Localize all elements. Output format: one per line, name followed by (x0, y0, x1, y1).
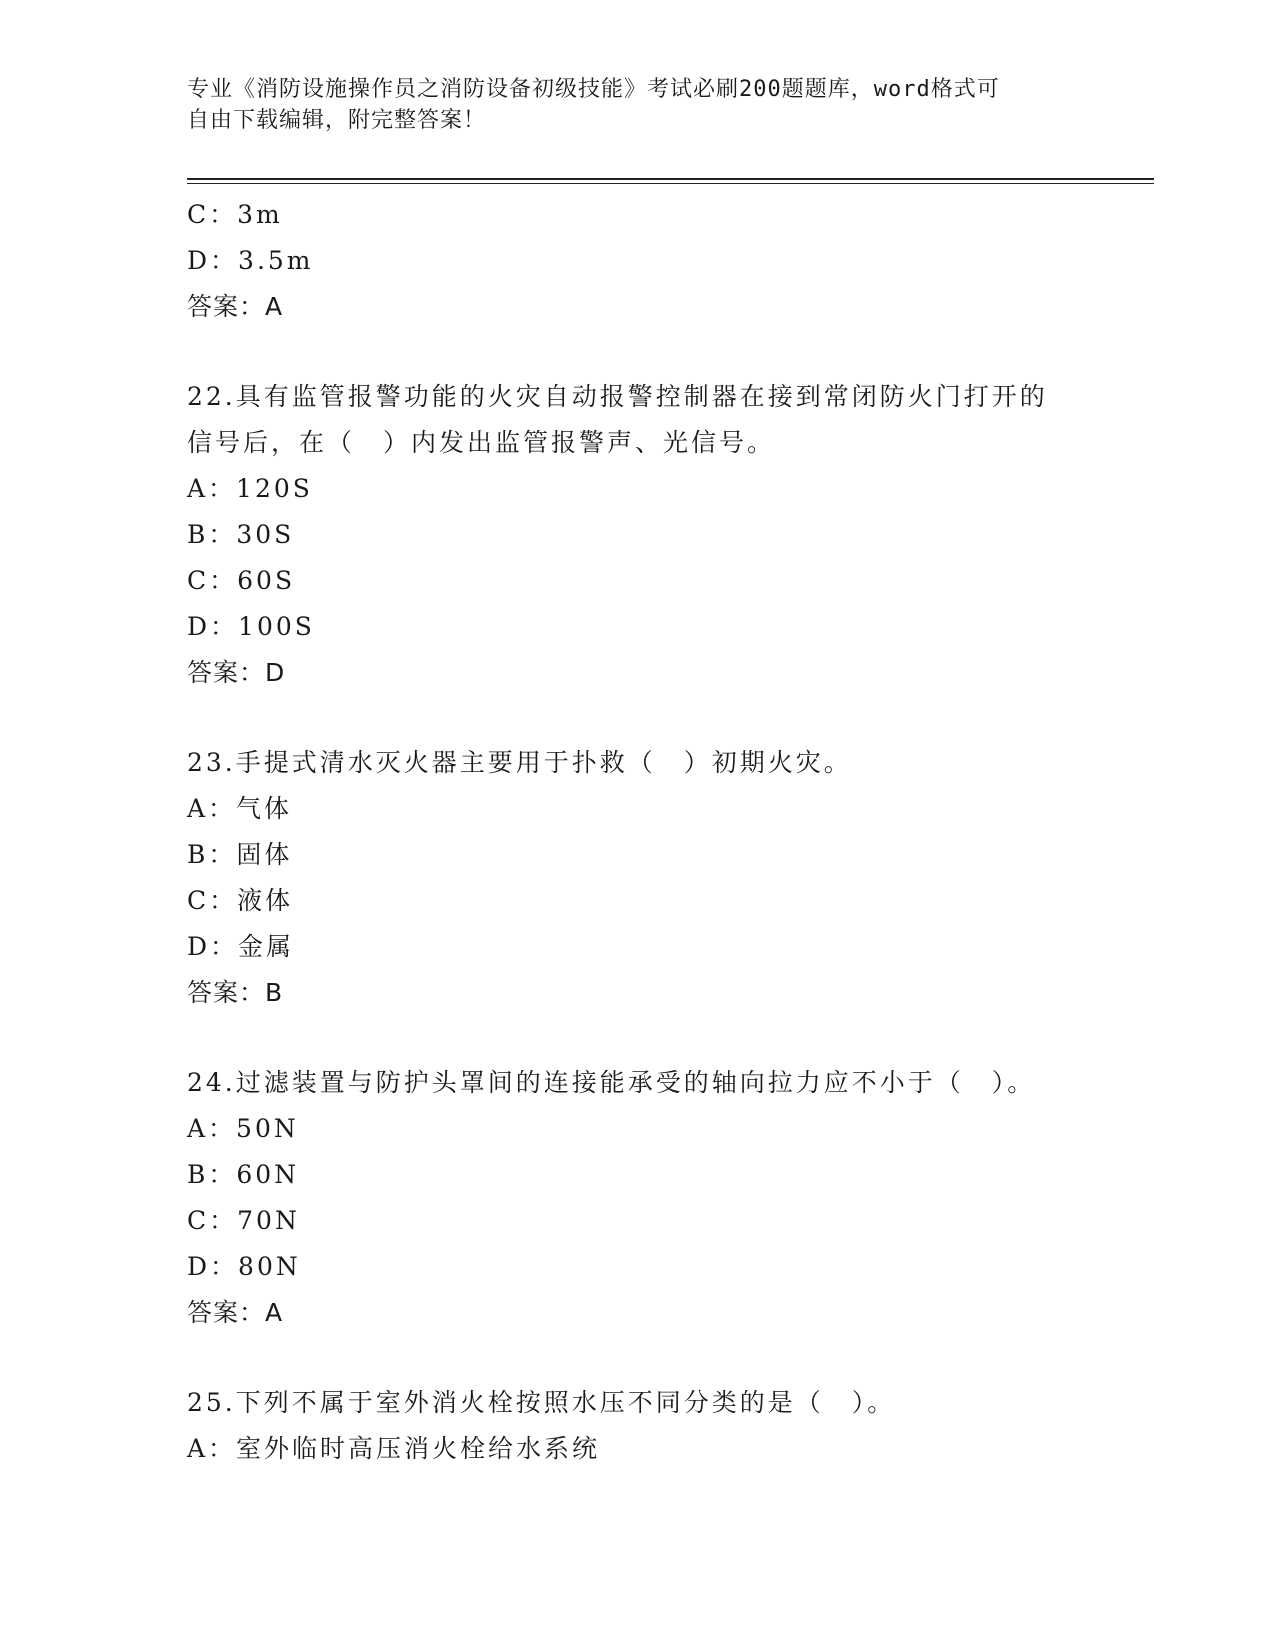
option-c: C：70N (187, 1206, 300, 1235)
question-list (187, 192, 1154, 1472)
option-b: B：30S (187, 520, 295, 549)
answer-line: 答案：A (187, 1298, 284, 1327)
spacer (187, 330, 1154, 374)
option-d: D：金属 (187, 932, 295, 961)
spacer (187, 1016, 1154, 1060)
question-stem: 22.具有监管报警功能的火灾自动报警控制器在接到常闭防火门打开的 (187, 382, 1048, 411)
header-line-1: 专业《消防设施操作员之消防设备初级技能》考试必刷200题题库，word格式可 (187, 77, 1000, 102)
question-25 (187, 1380, 1154, 1472)
question-stem: 25.下列不属于室外消火栓按照水压不同分类的是（ ）。 (187, 1388, 896, 1417)
option-a: A：室外临时高压消火栓给水系统 (187, 1434, 601, 1463)
option-c: C：60S (187, 566, 296, 595)
spacer (187, 696, 1154, 740)
question-stem: 24.过滤装置与防护头罩间的连接能承受的轴向拉力应不小于（ ）。 (187, 1068, 1036, 1097)
header-divider-thin (187, 183, 1154, 184)
option-b: B：60N (187, 1160, 300, 1189)
question-24 (187, 1060, 1154, 1336)
question-21-tail (187, 192, 1154, 330)
question-22 (187, 374, 1154, 696)
answer-line: 答案：A (187, 292, 284, 321)
answer-line: 答案：D (187, 658, 286, 687)
answer-line: 答案：B (187, 978, 284, 1007)
header-divider-thick (187, 178, 1154, 180)
option-c: C：3m (187, 200, 283, 229)
option-d: D：80N (187, 1252, 301, 1281)
question-stem-continued: 信号后，在（ ）内发出监管报警声、光信号。 (187, 428, 776, 457)
option-a: A：120S (187, 474, 313, 503)
spacer (187, 1336, 1154, 1380)
document-header (187, 74, 1087, 136)
question-stem: 23.手提式清水灭火器主要用于扑救（ ）初期火灾。 (187, 748, 852, 777)
option-d: D：3.5m (187, 246, 314, 275)
option-d: D：100S (187, 612, 315, 641)
header-line-2: 自由下载编辑，附完整答案！ (187, 108, 487, 133)
question-23 (187, 740, 1154, 1016)
option-a: A：50N (187, 1114, 299, 1143)
option-b: B：固体 (187, 840, 293, 869)
option-c: C：液体 (187, 886, 294, 915)
option-a: A：气体 (187, 794, 293, 823)
